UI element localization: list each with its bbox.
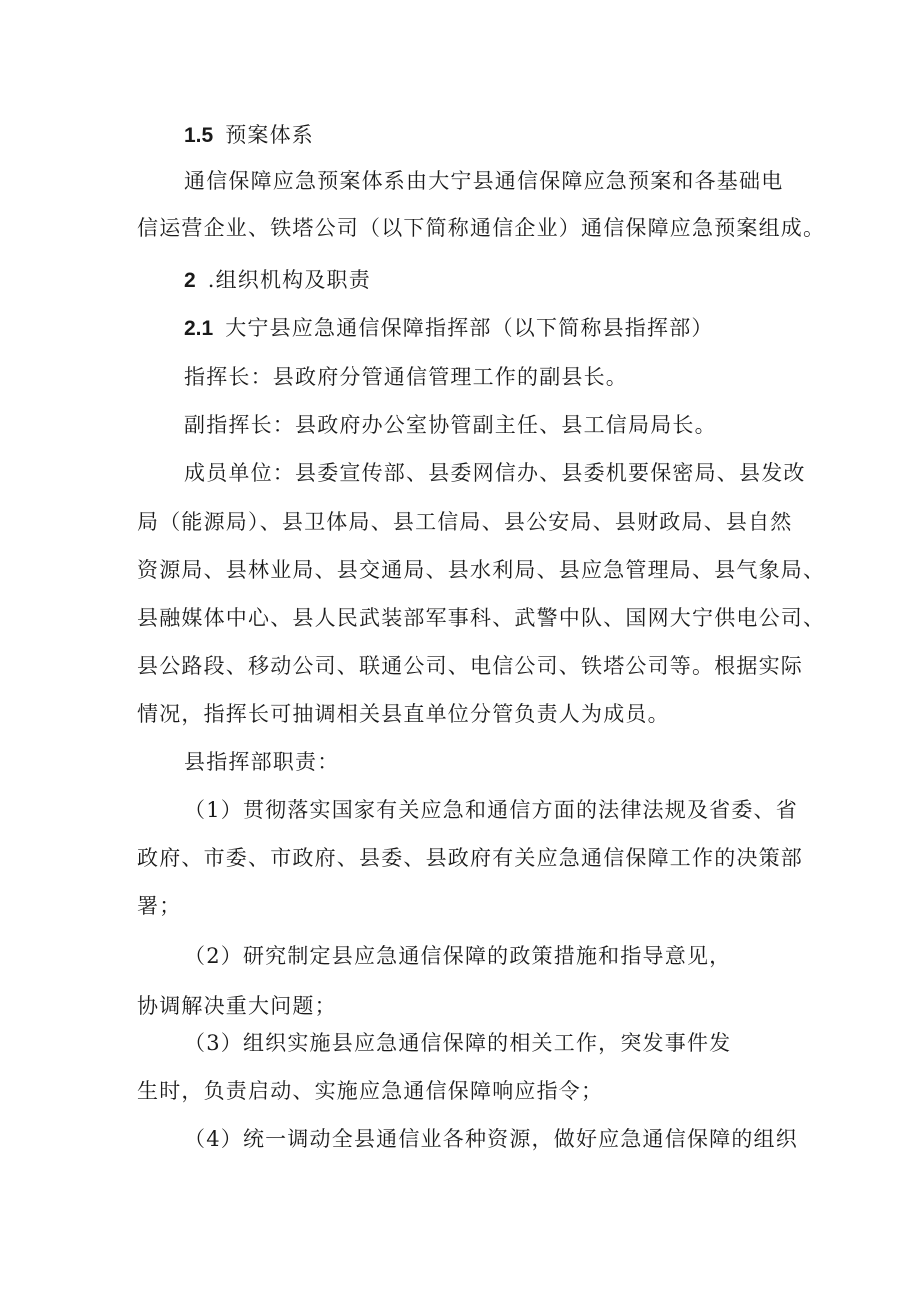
section-title: 预案体系	[225, 123, 315, 147]
members-line: 局（能源局）、县卫体局、县工信局、县公安局、县财政局、县自然	[137, 510, 793, 534]
duties-heading: 县指挥部职责：	[184, 750, 340, 774]
members-line: 资源局、县林业局、县交通局、县水利局、县应急管理局、县气象局、	[137, 558, 826, 582]
duty-item-line: （2）研究制定县应急通信保障的政策措施和指导意见，	[184, 944, 732, 968]
section-title: 大宁县应急通信保障指挥部（以下简称县指挥部）	[225, 316, 714, 340]
duty-item-line: （3）组织实施县应急通信保障的相关工作，突发事件发	[184, 1031, 732, 1055]
section-heading-1-5	[184, 120, 314, 151]
section-number: 1.5	[184, 124, 214, 147]
duty-item-line: （1）贯彻落实国家有关应急和通信方面的法律法规及省委、省	[184, 798, 798, 822]
section-number: 2	[184, 269, 196, 292]
section-heading-2-1	[184, 313, 714, 344]
paragraph-line: 信运营企业、铁塔公司（以下简称通信企业）通信保障应急预案组成。	[137, 216, 826, 240]
members-line: 县融媒体中心、县人民武装部军事科、武警中队、国网大宁供电公司、	[137, 606, 826, 630]
paragraph-line: 通信保障应急预案体系由大宁县通信保障应急预案和各基础电	[184, 169, 784, 193]
duty-item-line: 署；	[137, 894, 182, 918]
commander-line: 指挥长：县政府分管通信管理工作的副县长。	[184, 365, 628, 389]
members-line: 县公路段、移动公司、联通公司、电信公司、铁塔公司等。根据实际	[137, 654, 803, 678]
members-line: 成员单位：县委宣传部、县委网信办、县委机要保密局、县发改	[184, 461, 806, 485]
duty-item-line: 生时，负责启动、实施应急通信保障响应指令；	[137, 1079, 604, 1103]
duty-item-line: 政府、市委、市政府、县委、县政府有关应急通信保障工作的决策部	[137, 846, 803, 870]
section-heading-2	[184, 265, 371, 296]
section-title: .组织机构及职责	[207, 268, 371, 292]
duty-item-line: 协调解决重大问题；	[137, 994, 337, 1018]
deputy-commander-line: 副指挥长：县政府办公室协管副主任、县工信局局长。	[184, 413, 717, 437]
members-line: 情况，指挥长可抽调相关县直单位分管负责人为成员。	[137, 702, 670, 726]
section-number: 2.1	[184, 317, 214, 340]
duty-item-line: （4）统一调动全县通信业各种资源，做好应急通信保障的组织	[184, 1127, 798, 1151]
